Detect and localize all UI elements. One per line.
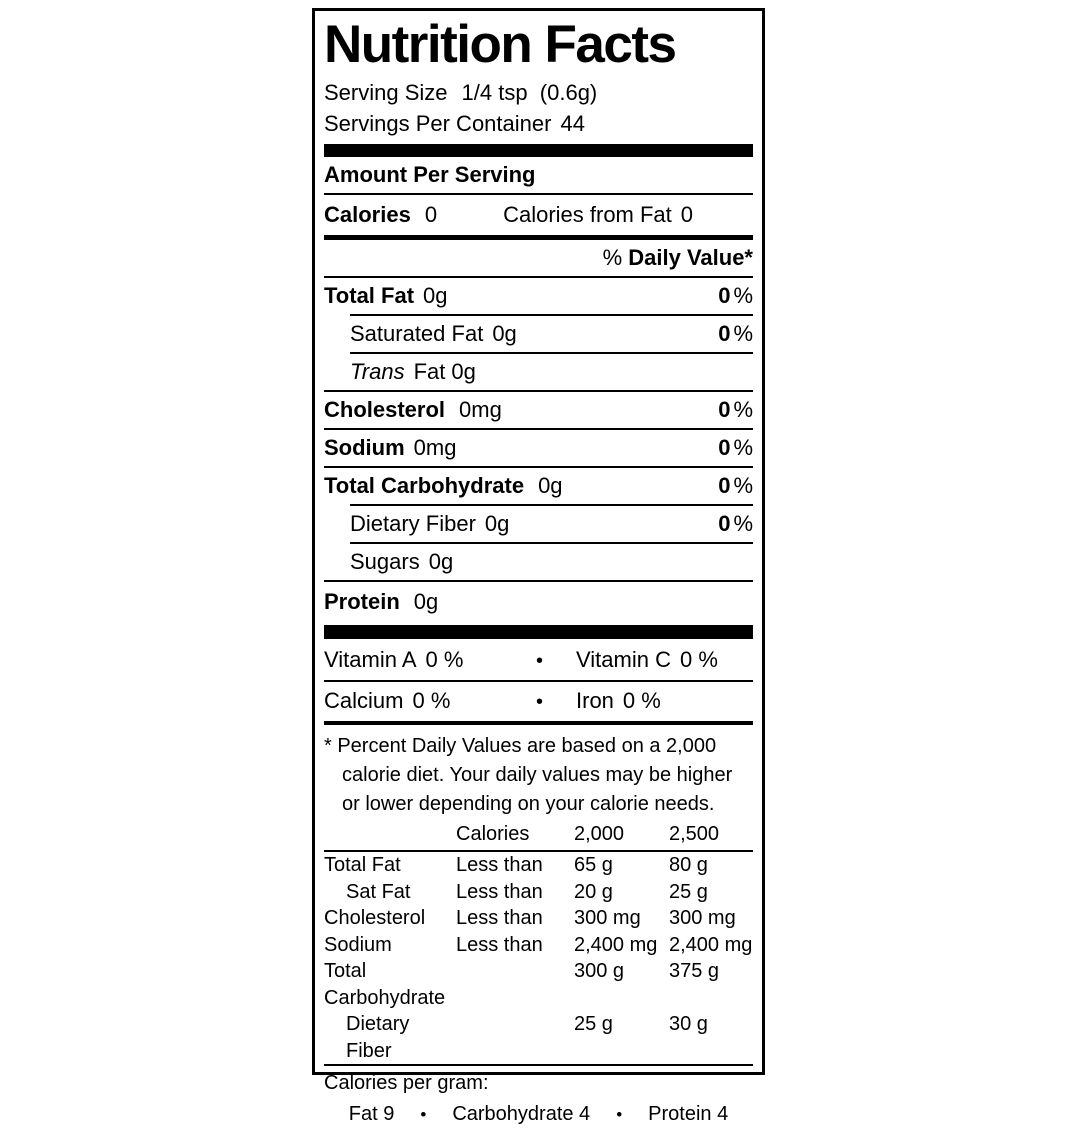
nutrient-row-saturated-fat bbox=[324, 316, 753, 352]
iron-cell bbox=[560, 682, 661, 719]
daily-value-cell bbox=[718, 430, 753, 466]
daily-value-text: Daily Value* bbox=[628, 245, 753, 270]
nutrient-amount: 0g bbox=[451, 359, 476, 384]
nutrient-row-total-fat bbox=[324, 278, 753, 314]
row-value-2000: 65 g bbox=[574, 854, 613, 876]
calories-label: Calories bbox=[324, 202, 411, 227]
dv-percent-sign: % bbox=[733, 435, 753, 460]
nutrient-label: Total Fat bbox=[324, 283, 415, 308]
row-value-2500: 300 mg bbox=[669, 907, 736, 929]
dv-number: 0 bbox=[718, 397, 731, 422]
nutrient-label: Sodium bbox=[324, 435, 405, 460]
vitamin-row-a-c bbox=[324, 641, 753, 680]
row-name: Dietary Fiber bbox=[346, 1013, 410, 1062]
serving-size-label: Serving Size bbox=[324, 80, 448, 105]
footnote-table-row-sat-fat bbox=[324, 879, 753, 906]
nutrient-label: Saturated Fat bbox=[350, 321, 484, 346]
vitamin-row-calcium-iron bbox=[324, 682, 753, 721]
nutrient-label-italic: Trans bbox=[350, 359, 405, 384]
daily-value-cell bbox=[718, 392, 753, 428]
nutrient-row-cholesterol bbox=[324, 392, 753, 428]
calories-row bbox=[324, 195, 753, 235]
daily-value-cell bbox=[718, 316, 753, 352]
nutrient-amount: 0g bbox=[538, 473, 563, 498]
daily-values-footnote: * Percent Daily Values are based on a 2,000 calorie diet. Your daily values may be higher or lower depending on your calorie needs. bbox=[324, 735, 733, 815]
row-value-2000: 300 mg bbox=[574, 907, 641, 929]
thick-divider-bar-middle bbox=[324, 625, 753, 639]
nutrient-amount: 0mg bbox=[413, 435, 457, 460]
header-calories: Calories bbox=[456, 823, 530, 845]
nutrient-row-trans-fat bbox=[324, 354, 753, 390]
iron-label: Iron bbox=[576, 688, 614, 713]
footnote-table-row-sodium bbox=[324, 932, 753, 959]
dv-number: 0 bbox=[718, 473, 731, 498]
row-value-2500: 25 g bbox=[669, 880, 708, 903]
row-value-2000: 300 g bbox=[574, 960, 625, 982]
row-value-2500: 2,400 mg bbox=[669, 933, 753, 956]
header-2500: 2,500 bbox=[669, 823, 720, 845]
vitamin-c-value: 0 % bbox=[679, 647, 718, 672]
nutrient-label: Cholesterol bbox=[324, 397, 446, 422]
nutrient-amount: 0g bbox=[413, 589, 439, 614]
footnote-table-row-dietary-fiber bbox=[324, 1011, 753, 1064]
nutrient-amount: 0g bbox=[492, 321, 517, 346]
bullet-separator: • bbox=[536, 650, 544, 672]
dv-percent-sign: % bbox=[733, 473, 753, 498]
row-value-2000: 20 g bbox=[574, 880, 613, 903]
nutrient-row-dietary-fiber bbox=[324, 506, 753, 542]
nutrient-label: Dietary Fiber bbox=[350, 511, 476, 536]
dv-number: 0 bbox=[718, 321, 731, 346]
daily-value-cell bbox=[718, 468, 753, 504]
nutrient-label: Protein bbox=[324, 589, 400, 614]
row-qualifier: Less than bbox=[456, 854, 543, 876]
calories-from-fat-label: Calories from Fat bbox=[503, 202, 672, 227]
thick-divider-bar-top bbox=[324, 144, 753, 157]
row-qualifier: Less than bbox=[456, 880, 543, 903]
dv-percent-sign: % bbox=[733, 511, 753, 536]
footnote-table-row-total-fat bbox=[324, 852, 753, 879]
nutrient-amount: 0mg bbox=[459, 397, 502, 422]
footnote-table-header bbox=[324, 819, 753, 850]
nutrient-row-protein bbox=[324, 582, 753, 622]
row-name: Total Fat bbox=[324, 854, 401, 876]
serving-size-row bbox=[324, 77, 753, 108]
row-value-2500: 80 g bbox=[669, 854, 708, 876]
calories-from-fat-value: 0 bbox=[680, 202, 694, 227]
calcium-value: 0 % bbox=[412, 688, 451, 713]
servings-per-container-value: 44 bbox=[560, 111, 585, 136]
vitamin-a-value: 0 % bbox=[425, 647, 464, 672]
vitamin-a-label: Vitamin A bbox=[324, 647, 417, 672]
dv-percent-sign: % bbox=[733, 321, 753, 346]
nutrition-facts-label bbox=[312, 8, 765, 1125]
footnote-table-row-cholesterol bbox=[324, 905, 753, 932]
calories-per-gram-row bbox=[324, 1099, 753, 1130]
row-qualifier bbox=[456, 1011, 574, 1064]
nutrition-facts-title: Nutrition Facts bbox=[324, 15, 676, 74]
row-qualifier: Less than bbox=[456, 907, 543, 929]
nutrient-label: Fat bbox=[413, 359, 446, 384]
header-2000: 2,000 bbox=[574, 823, 625, 845]
nutrient-label: Total Carbohydrate bbox=[324, 473, 525, 498]
footnote-table-row-total-carbohydrate bbox=[324, 958, 753, 1011]
cpg-protein: Protein 4 bbox=[648, 1103, 729, 1125]
bullet-separator: • bbox=[616, 1105, 623, 1124]
vitamin-c-cell bbox=[560, 641, 718, 678]
calories-per-gram-label: Calories per gram: bbox=[324, 1072, 489, 1094]
nutrient-amount: 0g bbox=[484, 511, 510, 536]
bullet-separator: • bbox=[536, 691, 544, 713]
row-name: Sodium bbox=[324, 933, 392, 956]
iron-value: 0 % bbox=[622, 688, 661, 713]
dv-number: 0 bbox=[718, 283, 731, 308]
row-name: Sat Fat bbox=[346, 880, 411, 903]
row-value-2500: 375 g bbox=[669, 960, 720, 982]
dv-percent-sign: % bbox=[733, 397, 753, 422]
daily-value-cell bbox=[718, 278, 753, 314]
dv-number: 0 bbox=[718, 511, 731, 536]
dv-number: 0 bbox=[718, 435, 731, 460]
servings-per-container-row bbox=[324, 108, 753, 139]
nutrient-row-sodium bbox=[324, 430, 753, 466]
row-value-2000: 25 g bbox=[574, 1013, 613, 1035]
vitamin-a-cell bbox=[324, 641, 536, 678]
row-qualifier: Less than bbox=[456, 933, 543, 956]
dv-percent-sign: % bbox=[733, 283, 753, 308]
cpg-fat: Fat 9 bbox=[348, 1103, 395, 1125]
row-value-2500: 30 g bbox=[669, 1013, 708, 1035]
nutrient-label: Sugars bbox=[350, 549, 420, 574]
vitamin-c-label: Vitamin C bbox=[576, 647, 671, 672]
nutrient-row-total-carbohydrate bbox=[324, 468, 753, 504]
amount-per-serving-heading: Amount Per Serving bbox=[324, 162, 536, 187]
row-name: Cholesterol bbox=[324, 907, 426, 929]
nutrient-amount: 0g bbox=[428, 549, 454, 574]
calories-value: 0 bbox=[424, 202, 438, 227]
row-name: Total Carbohydrate bbox=[324, 960, 446, 1009]
cpg-carbohydrate: Carbohydrate 4 bbox=[452, 1103, 591, 1125]
header-spacer bbox=[324, 819, 456, 850]
daily-value-cell bbox=[718, 506, 753, 542]
servings-per-container-label: Servings Per Container bbox=[324, 111, 552, 136]
row-value-2000: 2,400 mg bbox=[574, 933, 658, 956]
nutrient-row-sugars bbox=[324, 544, 753, 580]
bullet-separator: • bbox=[420, 1105, 427, 1124]
nutrient-amount: 0g bbox=[423, 283, 448, 308]
daily-value-header bbox=[324, 240, 753, 276]
calcium-label: Calcium bbox=[324, 688, 404, 713]
serving-size-value: 1/4 tsp (0.6g) bbox=[461, 80, 598, 105]
daily-value-percent-sign: % bbox=[602, 245, 623, 270]
calcium-cell bbox=[324, 682, 536, 719]
row-qualifier bbox=[456, 958, 574, 1011]
